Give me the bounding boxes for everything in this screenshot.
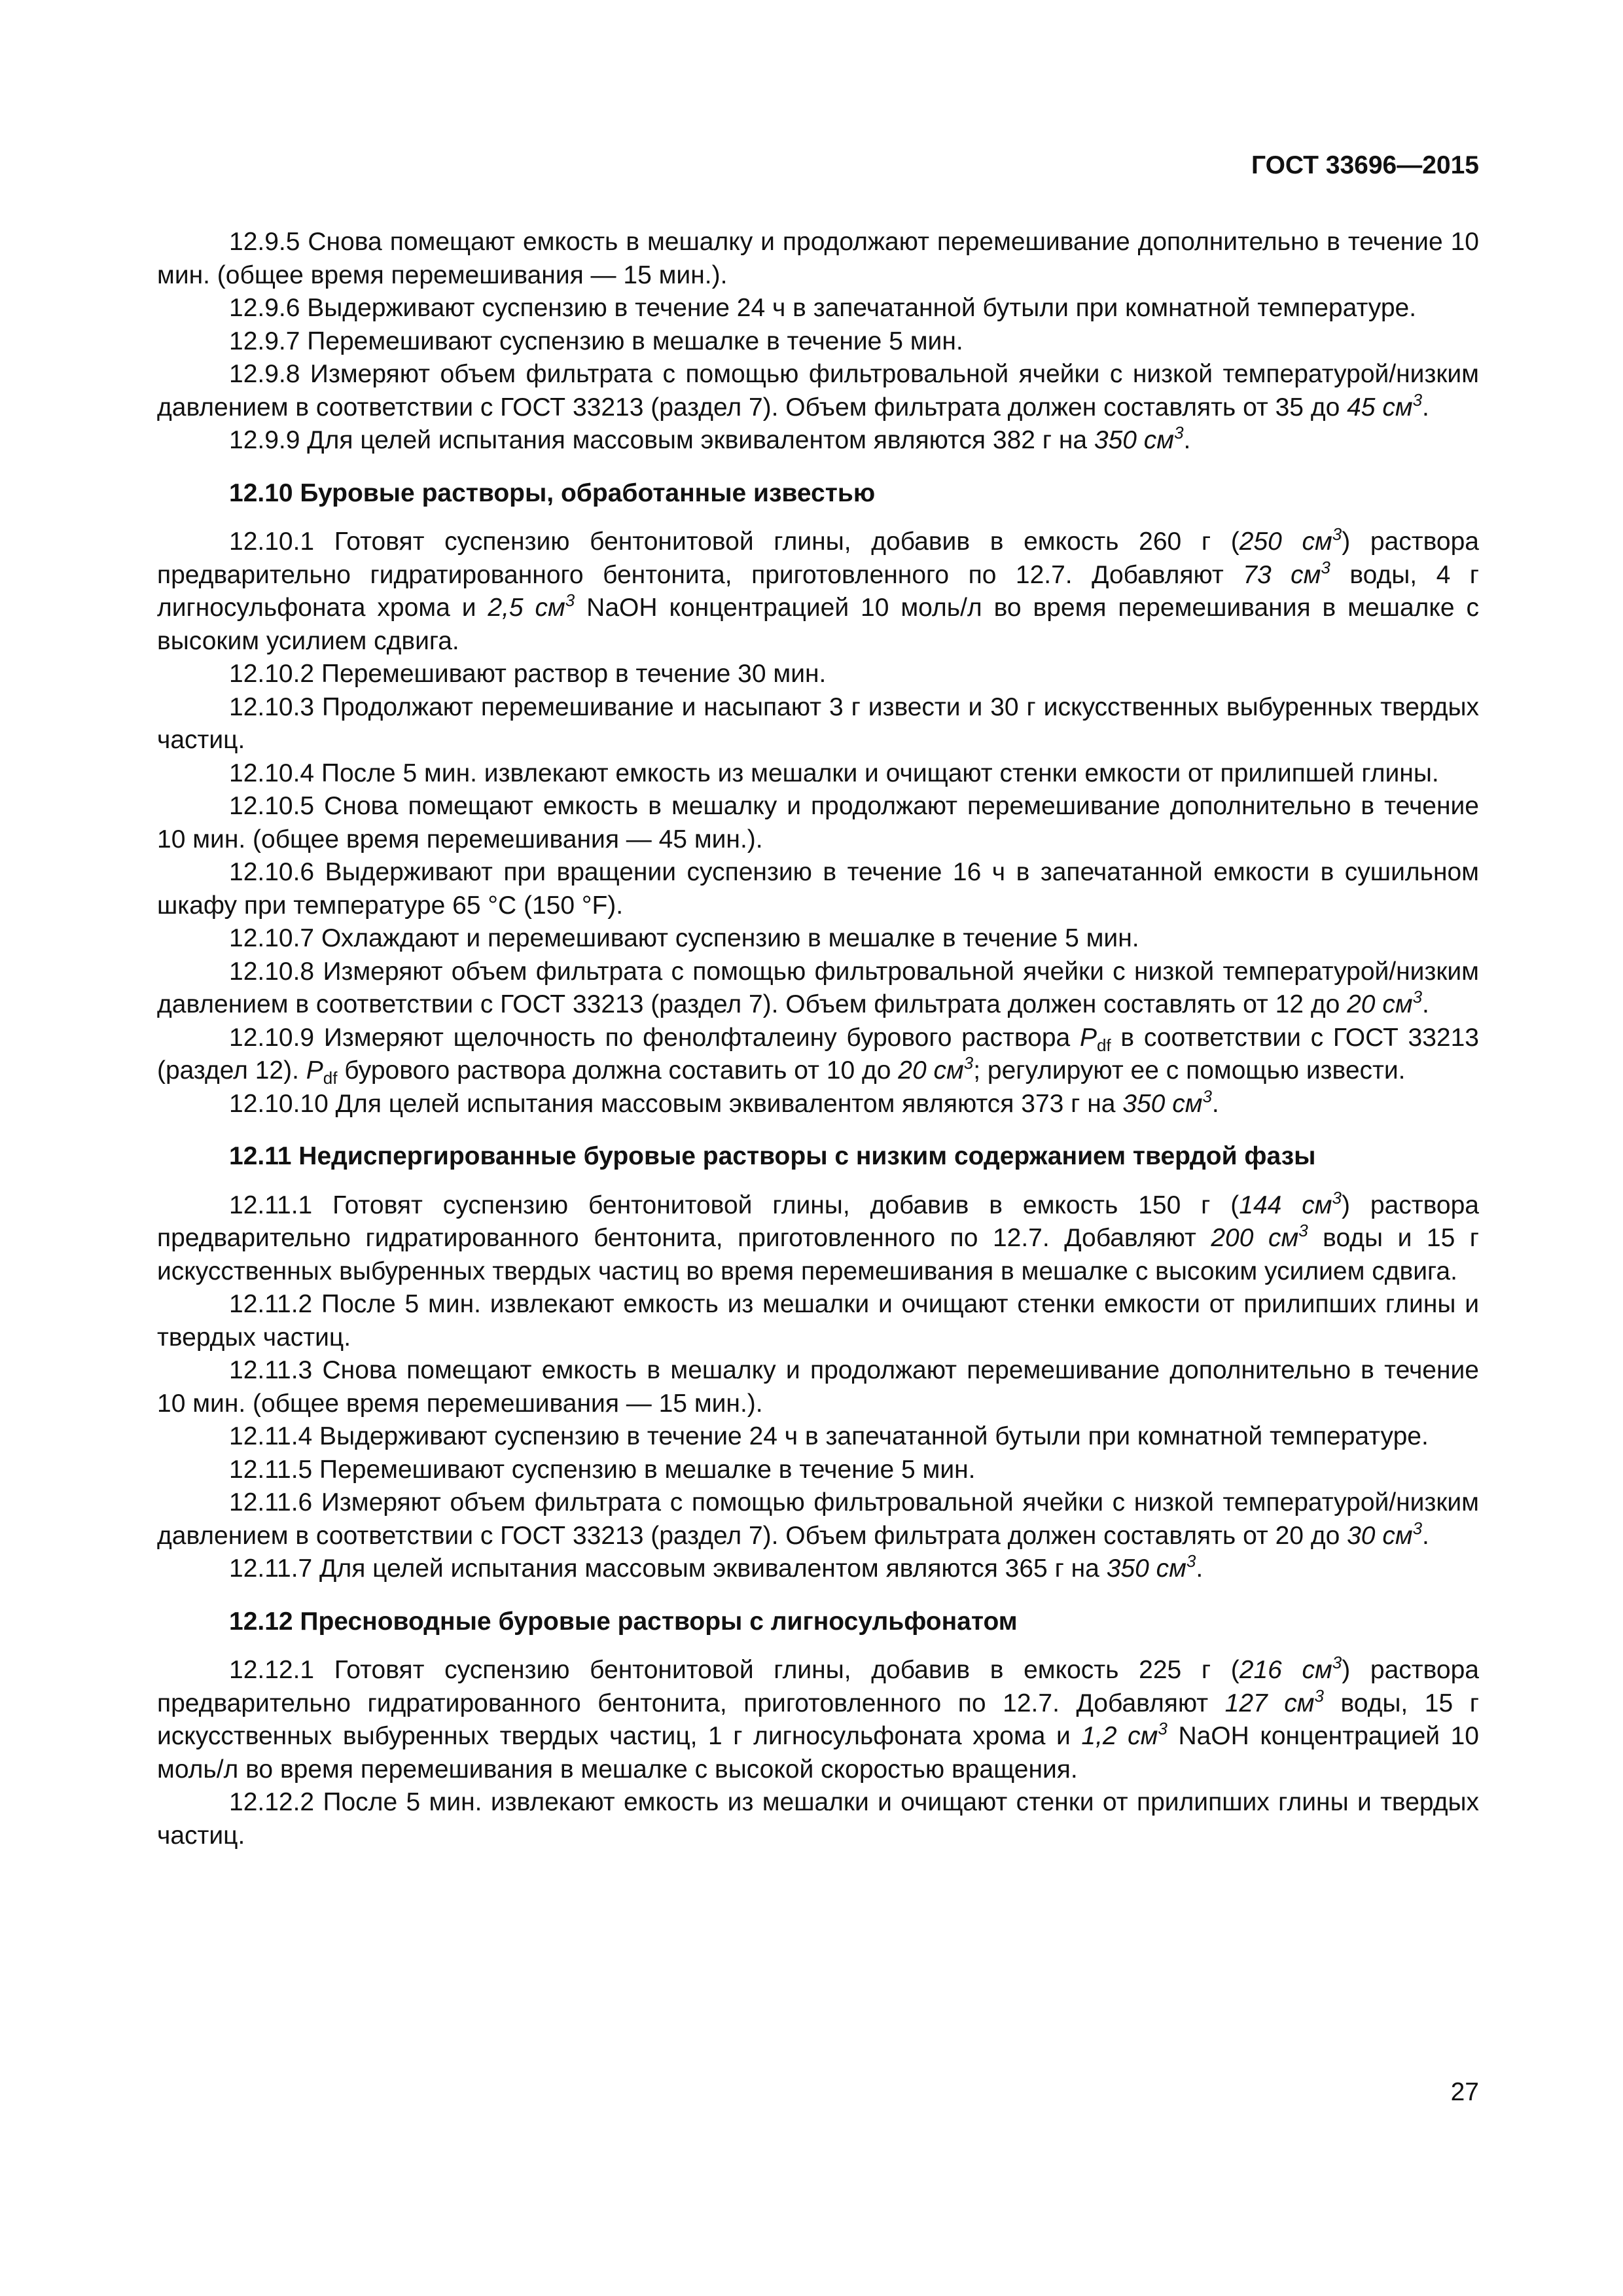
- standard-designation: ГОСТ 33696—2015: [1251, 151, 1479, 179]
- paragraph: 12.9.7 Перемешивают суспензию в мешалке в течение 5 мин.: [229, 327, 963, 355]
- paragraph: 12.10.5 Снова помещают емкость в мешалку и продолжают перемешивание дополнительно в течение 10 мин. (общее время перемешивания — 45 мин.).: [157, 792, 1479, 853]
- paragraph: 12.10.3 Продолжают перемешивание и насыпают 3 г извести и 30 г искусственных выбуренных твердых частиц.: [157, 692, 1479, 754]
- paragraph: 12.10.9 Измеряют щелочность по фенолфталеину бурового раствора $P_{df}$ в соответствии с ГОСТ 33213 (раздел 12). $P_{df}$ бурового раствора должна составить от 10 до 20 $см^3$; регулируют ее с помощью извести.: [157, 1023, 1479, 1088]
- paragraph: 12.10.8 Измеряют объем фильтрата с помощью фильтровальной ячейки с низкой температурой/низким давлением в соответствии с ГОСТ 33213 (раздел 7). Объем фильтрата должен составлять от 12 до 20 $см^3$.: [157, 957, 1479, 1018]
- paragraph: 12.11.1 Готовят суспензию бентонитовой глины, добавив в емкость 150 г (144 $см^3$) раствора предварительно гидратированного бентонита, приготовленного по 12.7. Добавляют 200 $см^3$ воды и 15 г искусственных выбуренных твердых частиц во время перемешивания в мешалке с высоким усилием сдвига.: [157, 1187, 1479, 1285]
- paragraph: 12.10.10 Для целей испытания массовым эквивалентом являются 373 г на 350 $см^3$.: [229, 1086, 1219, 1118]
- paragraph: 12.11.6 Измеряют объем фильтрата с помощью фильтровальной ячейки с низкой температурой/низким давлением в соответствии с ГОСТ 33213 (раздел 7). Объем фильтрата должен составлять от 20 до 30 $см^3$.: [157, 1488, 1479, 1550]
- paragraph: 12.11.5 Перемешивают суспензию в мешалке в течение 5 мин.: [229, 1455, 976, 1484]
- paragraph: 12.11.4 Выдерживают суспензию в течение 24 ч в запечатанной бутыли при комнатной температуре.: [229, 1422, 1429, 1450]
- paragraph: 12.9.9 Для целей испытания массовым эквивалентом являются 382 г на 350 $см^3$.: [229, 423, 1191, 454]
- page-number: 27: [1450, 2078, 1479, 2106]
- section-heading: 12.12 Пресноводные буровые растворы с лигносульфонатом: [229, 1607, 1018, 1636]
- paragraph: 12.12.2 После 5 мин. извлекают емкость из мешалки и очищают стенки от прилипших глины и твердых частиц.: [157, 1788, 1479, 1850]
- section-12-12: [157, 1605, 1479, 1853]
- paragraph: 12.9.5 Снова помещают емкость в мешалку и продолжают перемешивание дополнительно в течение 10 мин. (общее время перемешивания — 15 мин.).: [157, 228, 1479, 289]
- paragraph: 12.10.6 Выдерживают при вращении суспензию в течение 16 ч в запечатанной емкости в сушильном шкафу при температуре 65 °С (150 °F).: [157, 858, 1479, 920]
- paragraph: 12.10.2 Перемешивают раствор в течение 30 мин.: [229, 660, 827, 688]
- paragraph: 12.11.7 Для целей испытания массовым эквивалентом являются 365 г на 350 $см^3$.: [229, 1551, 1204, 1583]
- section-heading: 12.10 Буровые растворы, обработанные известью: [229, 478, 876, 507]
- paragraph: 12.12.1 Готовят суспензию бентонитовой глины, добавив в емкость 225 г (216 $см^3$) раствора предварительно гидратированного бентонита, приготовленного по 12.7. Добавляют 127 $см^3$ воды, 15 г искусственных выбуренных твердых частиц, 1 г лигносульфоната хрома и 1,2 $см^3$ NaOH концентрацией 10 моль/л во время перемешивания в мешалке с высокой скоростью вращения.: [157, 1653, 1479, 1784]
- document-body: [157, 226, 1479, 1852]
- paragraph-group-12-9: [157, 226, 1479, 457]
- paragraph: 12.11.2 После 5 мин. извлекают емкость из мешалки и очищают стенки емкости от прилипших глины и твердых частиц.: [157, 1290, 1479, 1352]
- paragraph: 12.10.4 После 5 мин. извлекают емкость из мешалки и очищают стенки емкости от прилипшей глины.: [229, 759, 1439, 787]
- paragraph: 12.11.3 Снова помещают емкость в мешалку и продолжают перемешивание дополнительно в течение 10 мин. (общее время перемешивания — 15 мин.).: [157, 1356, 1479, 1418]
- section-12-11: [157, 1140, 1479, 1586]
- section-12-10: [157, 477, 1479, 1121]
- paragraph: 12.10.1 Готовят суспензию бентонитовой глины, добавив в емкость 260 г (250 $см^3$) раствора предварительно гидратированного бентонита, приготовленного по 12.7. Добавляют 73 $см^3$ воды, 4 г лигносульфоната хрома и 2,5 $см^3$ NaOH концентрацией 10 моль/л во время перемешивания в мешалке с высоким усилием сдвига.: [157, 524, 1480, 655]
- section-heading: 12.11 Недиспергированные буровые растворы с низким содержанием твердой фазы: [229, 1142, 1316, 1170]
- paragraph: 12.9.8 Измеряют объем фильтрата с помощью фильтровальной ячейки с низкой температурой/низким давлением в соответствии с ГОСТ 33213 (раздел 7). Объем фильтрата должен составлять от 35 до 45 $см^3$.: [157, 360, 1479, 422]
- paragraph: 12.10.7 Охлаждают и перемешивают суспензию в мешалке в течение 5 мин.: [229, 924, 1139, 952]
- paragraph: 12.9.6 Выдерживают суспензию в течение 24 ч в запечатанной бутыли при комнатной температуре.: [229, 294, 1417, 322]
